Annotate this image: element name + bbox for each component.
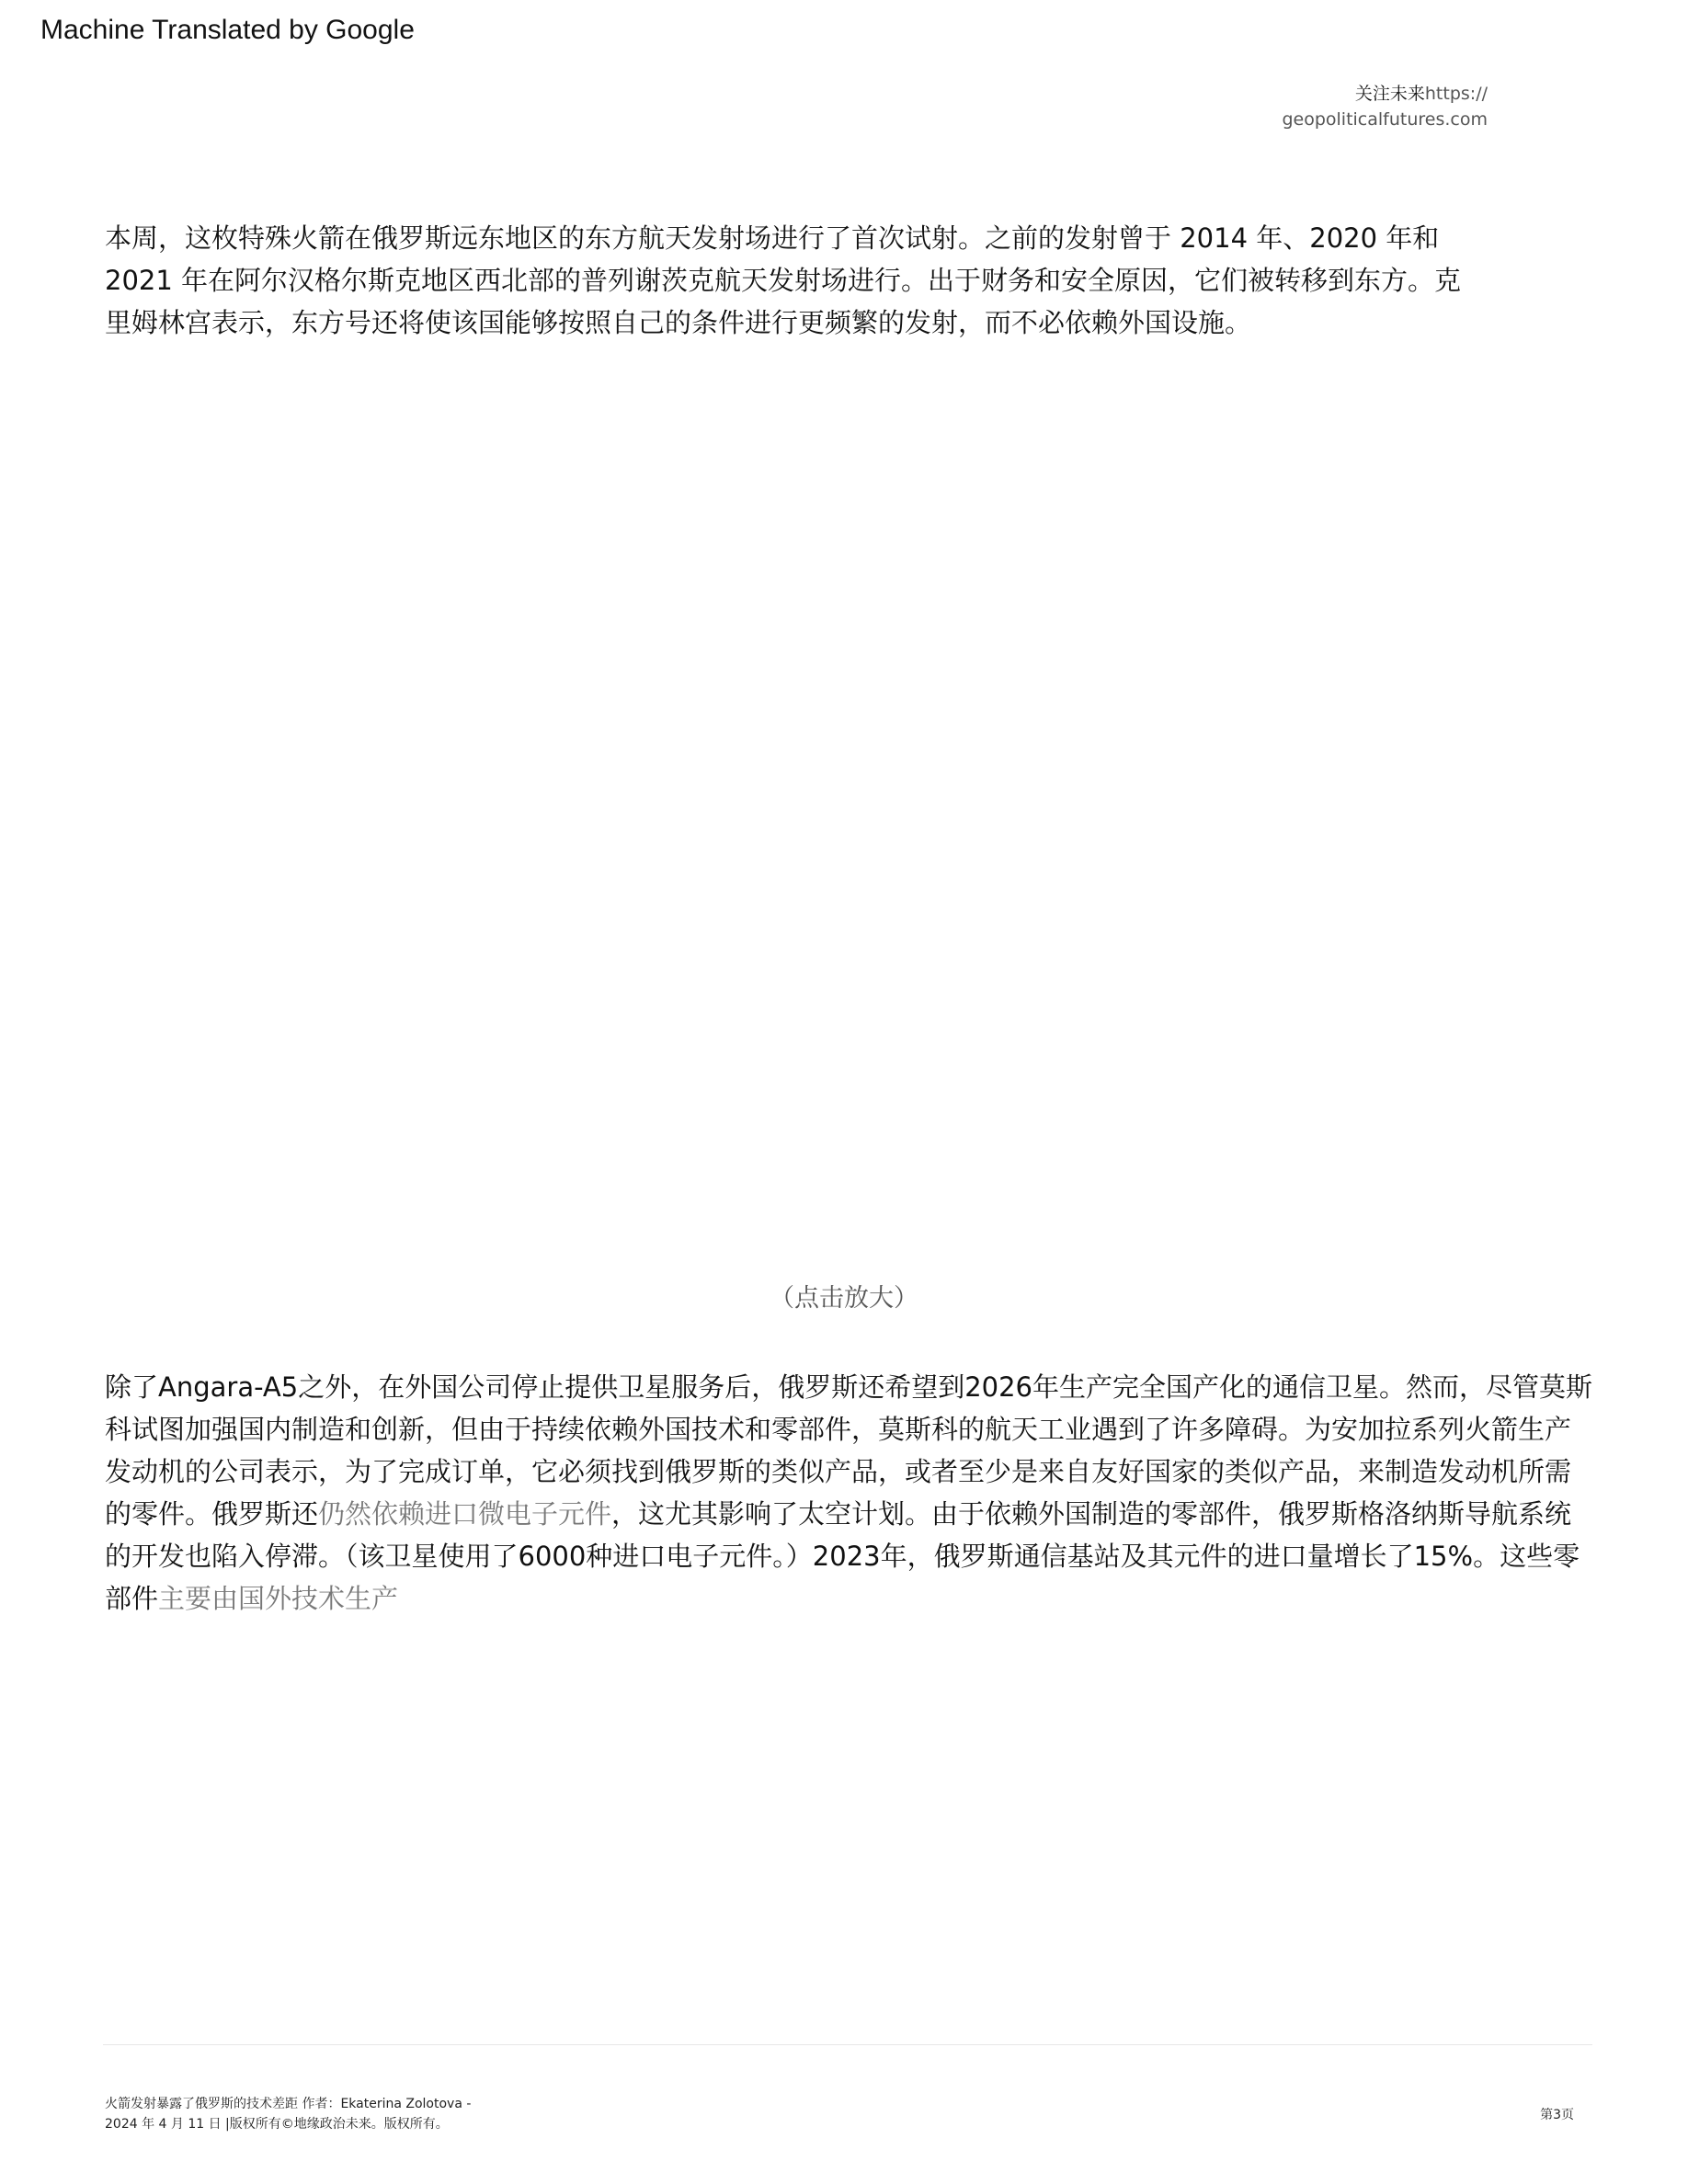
header-url-part2[interactable]: geopoliticalfutures.com xyxy=(1282,109,1488,130)
paragraph-text-a: 除了Angara-A5之外，在外国公司停止提供卫星服务后，俄罗斯还希望到2026年生产完全国产化的通信卫星。然而，尽管莫斯科试图加强国内制造和创新，但由于持续依赖外国技术和零部件，莫斯科的航天工业遇到了许多障碍。为安加拉系列火箭生产发动机的公司表示，为了完成订单，它必须找到俄罗斯的类似产品，或者至少是来自友好国家的类似产品，来制造发动机所需的零件。俄罗斯还 xyxy=(105,1371,1593,1530)
link-microelectronics[interactable]: 仍然依赖进口微电子元件 xyxy=(318,1498,612,1530)
footer-citation xyxy=(105,2094,471,2134)
footer-line-1: 火箭发射暴露了俄罗斯的技术差距 作者：Ekaterina Zolotova - xyxy=(105,2097,472,2111)
header-url-part1[interactable]: https:// xyxy=(1424,84,1488,104)
figure-placeholder[interactable] xyxy=(105,377,1594,1241)
header-lead: 关注未来 xyxy=(1354,84,1425,104)
paragraph-text-b: ，这尤其影响了太空计划。由于依赖外国制造的零部件，俄罗斯格洛纳斯导航系统的开发也陷入停滞。（该卫星使用了6000种进口电子元件。）2023年，俄罗斯通信基站及其元件的进口量增长了15%。这些零部件 xyxy=(105,1498,1580,1614)
footer-line-2: 2024 年 4 月 11 日 |版权所有©地缘政治未来。版权所有。 xyxy=(105,2117,449,2132)
figure-caption[interactable]: （点击放大） xyxy=(770,1284,918,1313)
paragraph-launch: 本周，这枚特殊火箭在俄罗斯远东地区的东方航天发射场进行了首次试射。之前的发射曾于 2014 年、2020 年和 2021 年在阿尔汉格尔斯克地区西北部的普列谢茨克航天发射场进行。出于财务和安全原因，它们被转移到东方。克里姆林宫表示，东方号还将使该国能够按照自己的条件进行更频繁的发射，而不必依赖外国设施。 xyxy=(105,222,1462,338)
machine-translated-banner: Machine Translated by Google xyxy=(40,15,415,45)
header-link[interactable] xyxy=(1157,81,1488,132)
link-foreign-technology[interactable]: 主要由国外技术生产 xyxy=(158,1583,399,1614)
paragraph-satellites xyxy=(105,1366,1594,1620)
footer-divider xyxy=(103,2044,1592,2045)
page-number: 第3页 xyxy=(1540,2108,1574,2122)
